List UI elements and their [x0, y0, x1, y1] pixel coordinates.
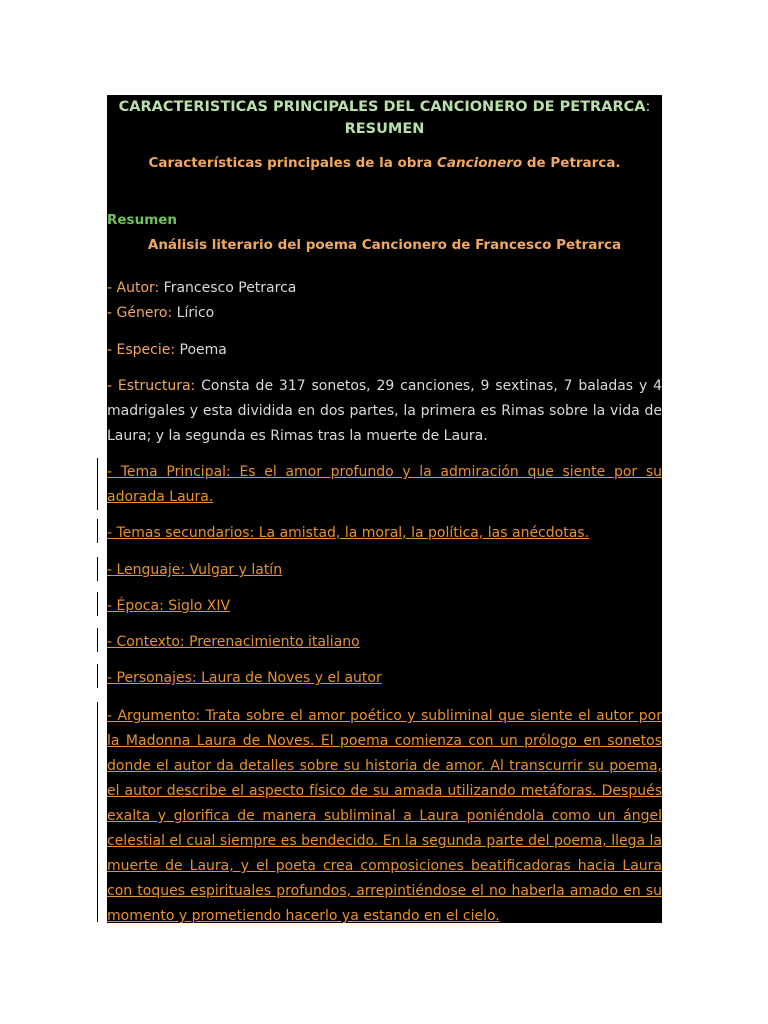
field-genero	[107, 301, 662, 326]
document-title	[107, 96, 662, 140]
title-line1: CARACTERISTICAS PRINCIPALES DEL CANCIONERO DE PETRARCA	[118, 99, 646, 115]
margin-bar	[97, 458, 98, 510]
especie-value: Poema	[175, 342, 227, 358]
link-temas-secundarios[interactable]: - Temas secundarios: La amistad, la moral, la política, las anécdotas.	[107, 525, 590, 541]
link-tema-principal[interactable]: - Tema Principal: Es el amor profundo y la admiración que siente por su adorada Laura.	[107, 464, 662, 505]
link-personajes[interactable]: - Personajes: Laura de Noves y el autor	[107, 670, 382, 686]
field-estructura	[107, 374, 662, 449]
subtitle-post: de Petrarca.	[522, 155, 621, 171]
margin-bar	[97, 519, 98, 543]
genero-label: - Género:	[107, 305, 173, 321]
field-especie	[107, 338, 662, 363]
margin-bar	[97, 702, 98, 922]
resumen-heading: Resumen	[107, 212, 178, 228]
margin-bar	[97, 557, 98, 581]
link-contexto[interactable]: - Contexto: Prerenacimiento italiano	[107, 634, 360, 650]
genero-value: Lírico	[172, 305, 215, 321]
link-lenguaje[interactable]: - Lenguaje: Vulgar y latín	[107, 562, 283, 578]
margin-bar	[97, 592, 98, 616]
link-argumento[interactable]: - Argumento: Trata sobre el amor poético y subliminal que siente el autor por la Madonna Laura de Noves. El poema comienza con un prólogo en sonetos donde el autor da detalles sobre su historia de amor. Al transcurrir su poema, el autor describe el aspecto físico de su amada utilizando metáforas. Después exalta y glorifica de manera subliminal a Laura poniéndola como un ángel celestial el cual siempre es bendecido. En la segunda parte del poema, llega la muerte de Laura, y el poeta crea composiciones beatificadoras hacia Laura con toques espirituales profundos, arrepintiéndose el no haberla amado en su momento y prometiendo hacerlo ya estando en el cielo.	[107, 708, 662, 924]
estructura-label: - Estructura:	[107, 378, 196, 394]
autor-label: - Autor:	[107, 280, 160, 296]
document-page	[107, 95, 662, 923]
subtitle-pre: Características principales de la obra	[148, 155, 437, 171]
subtitle-italic: Cancionero	[436, 155, 523, 171]
link-epoca[interactable]: - Época: Siglo XIV	[107, 598, 231, 614]
especie-label: - Especie:	[107, 342, 176, 358]
title-line2: RESUMEN	[344, 121, 425, 137]
autor-value: Francesco Petrarca	[159, 280, 297, 296]
estructura-value: Consta de 317 sonetos, 29 canciones, 9 sextinas, 7 baladas y 4 madrigales y esta dividida en dos partes, la primera es Rimas sobre la vida de Laura; y la segunda es Rimas tras la muerte de Laura.	[107, 378, 662, 444]
margin-bar	[97, 628, 98, 652]
margin-bar	[97, 664, 98, 688]
title-colon: :	[645, 99, 651, 115]
analisis-heading: Análisis literario del poema Cancionero de Francesco Petrarca	[147, 237, 622, 253]
field-autor	[107, 276, 662, 301]
subtitle	[107, 153, 662, 173]
